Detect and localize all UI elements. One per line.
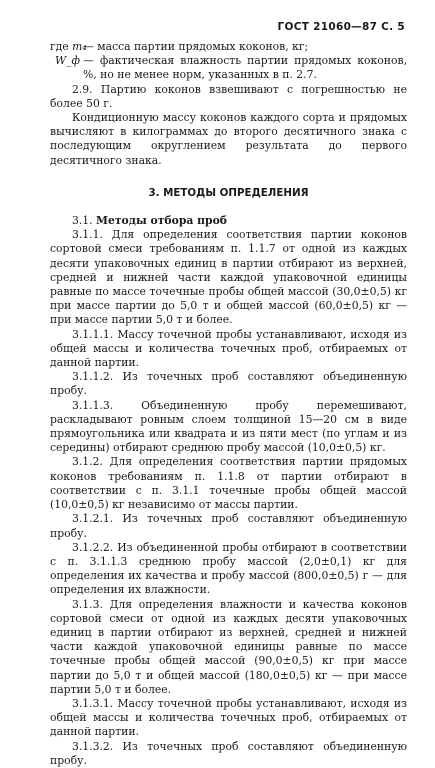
paragraph-3-1-1-3: 3.1.1.3. Объединенную пробу перемешивают, раскладывают ровным слоем толщиной 15—20 см в виде прямоугольника или квадрата и из пяти мест (по углам и из середины) отбирают среднюю пробу массой (10,0±0,5) кг.	[50, 398, 407, 455]
paragraph-3-1-1-1: 3.1.1.1. Массу точечной пробы устанавливают, исходя из общей массы и количества точечных проб, отбираемых от данной партии.	[50, 327, 407, 370]
definition-symbol: где m₄	[50, 40, 87, 53]
definition-text: — масса партии прядомых коконов, кг;	[83, 40, 309, 53]
paragraph-conditioned-mass: Кондиционную массу коконов каждого сорта и прядомых вычисляют в килограммах до второго десятичного знака с последующим округлением результата до первого десятичного знака.	[50, 111, 407, 167]
page-content	[50, 40, 407, 768]
definition-symbol: W_ф	[55, 54, 80, 68]
paragraph-3-1-1: 3.1.1. Для определения соответствия партии коконов сортовой смеси требованиям п. 1.1.7 от одной из каждых десяти упаковочных единиц в партии отбирают из верхней, средней и нижней части каждой упаковочной единицы равные по массе точечные пробы общей массой (30,0±0,5) кг при массе партии до 5,0 т и общей массой (60,0±0,5) кг — при массе партии 5,0 т и более.	[50, 228, 407, 327]
paragraph-2-9: 2.9. Партию коконов взвешивают с погрешностью не более 50 г.	[50, 82, 407, 110]
paragraph-3-1-2-1: 3.1.2.1. Из точечных проб составляют объединенную пробу.	[50, 512, 407, 540]
section-title: 3. МЕТОДЫ ОПРЕДЕЛЕНИЯ	[148, 186, 309, 199]
definition-wf	[50, 54, 407, 82]
paragraph-3-1-2: 3.1.2. Для определения соответствия партии прядомых коконов требованиям п. 1.1.8 от партии отбирают в соответствии с п. 3.1.1 точечные пробы общей массой (10,0±0,5) кг независимо от массы партии.	[50, 455, 407, 512]
paragraph-3-1-3: 3.1.3. Для определения влажности и качества коконов сортовой смеси от одной из каждых десяти упаковочных единиц в партии отбирают из верхней, средней и нижней части каждой упаковочной единицы равные по массе точечные пробы общей массой (90,0±0,5) кг при массе партии до 5,0 т и общей массой (180,0±0,5) кг — при массе партии 5,0 т и более.	[50, 597, 407, 696]
subsection-3-1-heading: 3.1. Методы отбора проб	[72, 214, 227, 228]
paragraph-3-1-1-2: 3.1.1.2. Из точечных проб составляют объединенную пробу.	[50, 370, 407, 398]
definition-text: — фактическая влажность партии прядомых коконов, %, но не менее норм, указанных в п. 2.7.	[83, 54, 407, 82]
definition-m4	[50, 40, 407, 54]
paragraph-3-1-2-2: 3.1.2.2. Из объединенной пробы отбирают в соответствии с п. 3.1.1.3 среднюю пробу массой (2,0±0,1) кг для определения их качества и пробу массой (800,0±0,5) г — для определения их влажности.	[50, 540, 407, 597]
paragraph-3-1-3-2: 3.1.3.2. Из точечных проб составляют объединенную пробу.	[50, 739, 407, 767]
page-header: ГОСТ 21060—87 С. 5	[277, 21, 405, 33]
paragraph-3-1-3-1: 3.1.3.1. Массу точечной пробы устанавливают, исходя из общей массы и количества точечных проб, отбираемых от данной партии.	[50, 696, 407, 739]
